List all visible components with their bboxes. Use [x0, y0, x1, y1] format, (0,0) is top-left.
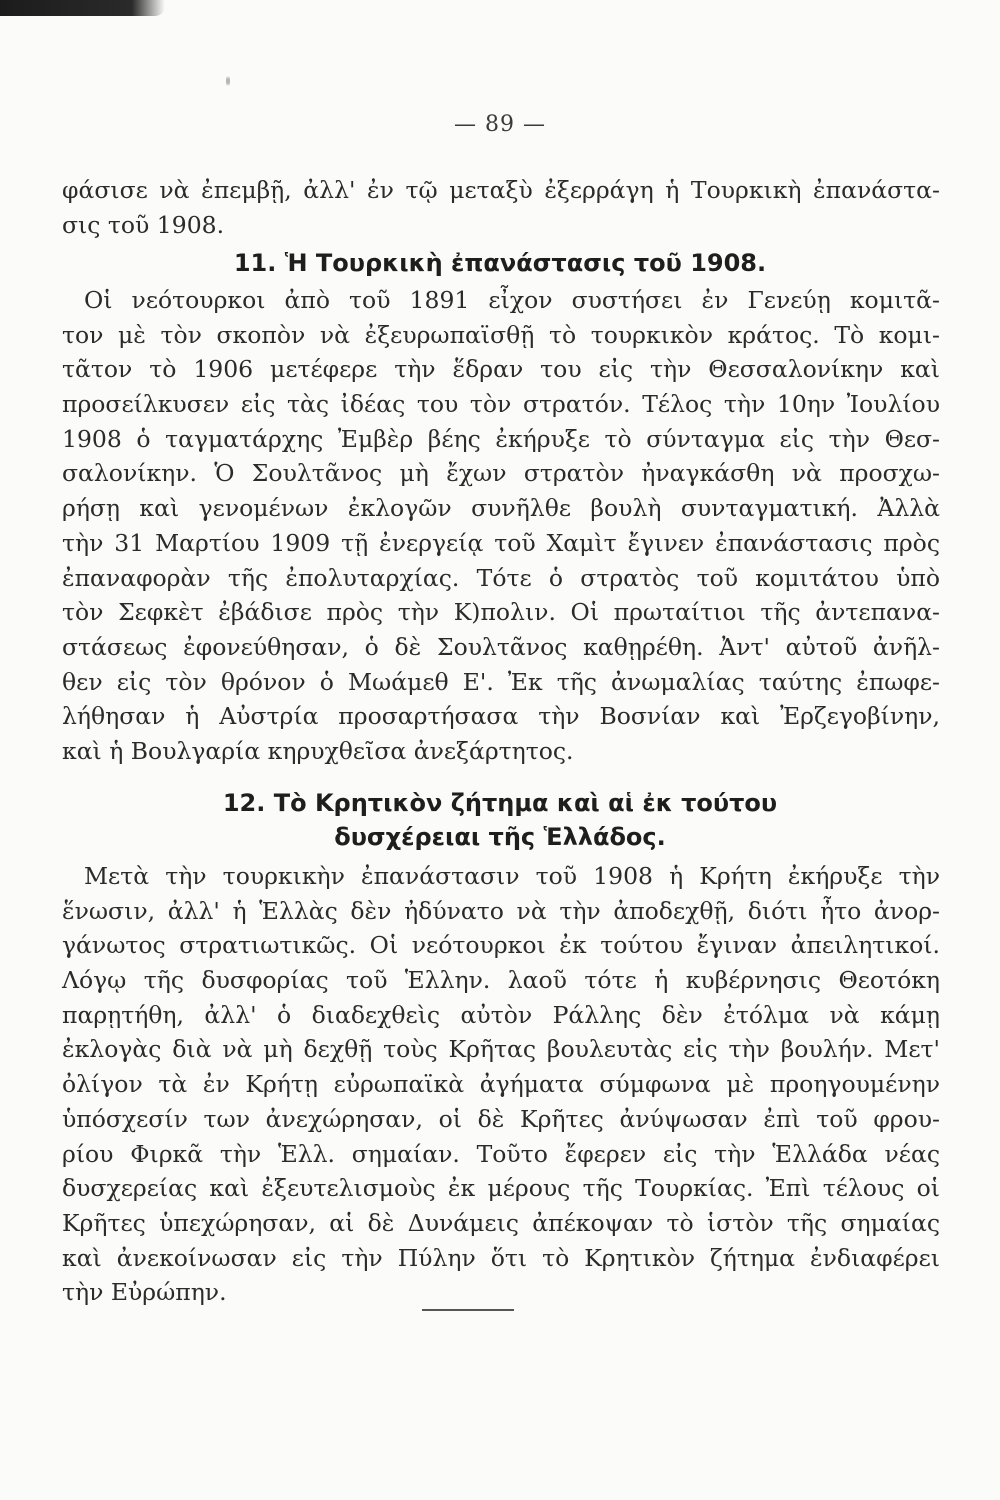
text-line: προσείλκυσεν εἰς τὰς ἰδέας του τὸν στρατόν. Τέλος τὴν 10ην Ἰουλίου [62, 390, 940, 419]
text-line: καὶ ἀνεκοίνωσαν εἰς τὴν Πύλην ὅτι τὸ Κρητικὸν ζήτημα ἐνδιαφέρει [62, 1243, 940, 1272]
text-line: τὴν Εὐρώπην. [62, 1278, 227, 1307]
page-number: — 89 — [454, 112, 546, 137]
section-12-heading-line-1: 12. Τὸ Κρητικὸν ζήτημα καὶ αἱ ἐκ τούτου [222, 789, 778, 817]
intro-paragraph [62, 173, 940, 242]
text-line: σαλονίκην. Ὁ Σουλτᾶνος μὴ ἔχων στρατὸν ἠναγκάσθη νὰ προσχω- [62, 459, 940, 488]
text-line: δυσχερείας καὶ ἐξευτελισμοὺς ἐκ μέρους τῆς Τουρκίας. Ἐπὶ τέλους οἱ [62, 1174, 940, 1203]
section-12-paragraph [62, 859, 940, 1310]
text-line: Λόγῳ τῆς δυσφορίας τοῦ Ἑλλην. λαοῦ τότε ἡ κυβέρνησις Θεοτόκη [62, 966, 940, 995]
text-line: ἐκλογὰς διὰ νὰ μὴ δεχθῇ τοὺς Κρῆτας βουλευτὰς εἰς τὴν βουλήν. Μετ' [62, 1035, 940, 1064]
text-line: στάσεως ἐφονεύθησαν, ὁ δὲ Σουλτᾶνος καθῃρέθη. Ἀντ' αὐτοῦ ἀνῆλ- [62, 632, 940, 661]
scan-speck [226, 74, 230, 88]
text-line: καὶ ἡ Βουλγαρία κηρυχθεῖσα ἀνεξάρτητος. [62, 736, 574, 765]
section-11-paragraph [62, 283, 940, 769]
text-line: φάσισε νὰ ἐπεμβῇ, ἀλλ' ἐν τῷ μεταξὺ ἐξερράγη ἡ Τουρκικὴ ἐπανάστα- [62, 176, 940, 204]
text-line: ἕνωσιν, ἀλλ' ἡ Ἑλλὰς δὲν ἠδύνατο νὰ τὴν ἀποδεχθῇ, διότι ἦτο ἀνορ- [62, 896, 940, 925]
text-line: παρῃτήθη, ἀλλ' ὁ διαδεχθεὶς αὐτὸν Ράλλης δὲν ἐτόλμα νὰ κάμῃ [62, 1000, 940, 1029]
text-line: τὸν Σεφκὲτ ἐβάδισε πρὸς τὴν Κ)πολιν. Οἱ πρωταίτιοι τῆς ἀντεπανα- [62, 598, 940, 627]
text-line: τᾶτον τὸ 1906 μετέφερε τὴν ἕδραν του εἰς τὴν Θεσσαλονίκην καὶ [62, 355, 940, 384]
text-line: θεν εἰς τὸν θρόνον ὁ Μωάμεθ Ε'. Ἐκ τῆς ἀνωμαλίας ταύτης ἐπωφε- [62, 667, 940, 696]
end-rule [422, 1309, 514, 1311]
text-line: τὴν 31 Μαρτίου 1909 τῇ ἐνεργείᾳ τοῦ Χαμὶτ ἔγινεν ἐπανάστασις πρὸς [62, 528, 940, 557]
section-12-heading-line-2: δυσχέρειαι τῆς Ἑλλάδος. [334, 823, 666, 851]
text-line: σις τοῦ 1908. [62, 210, 225, 239]
text-line: Κρῆτες ὑπεχώρησαν, αἱ δὲ Δυνάμεις ἀπέκοψαν τὸ ἱστὸν τῆς σημαίας [62, 1208, 940, 1237]
text-line: Μετὰ τὴν τουρκικὴν ἐπανάστασιν τοῦ 1908 ἡ Κρήτη ἐκήρυξε τὴν [84, 862, 940, 890]
text-line: ρήσῃ καὶ γενομένων ἐκλογῶν συνῆλθε βουλὴ συνταγματική. Ἀλλὰ [62, 494, 940, 523]
text-line: λήθησαν ἡ Αὐστρία προσαρτήσασα τὴν Βοσνίαν καὶ Ἐρζεγοβίνην, [62, 702, 940, 731]
scan-edge-mark [0, 0, 165, 16]
text-line: ἐπαναφορὰν τῆς ἐπολυταρχίας. Τότε ὁ στρατὸς τοῦ κομιτάτου ὑπὸ [62, 563, 940, 592]
section-11-heading: 11. Ἡ Τουρκικὴ ἐπανάστασις τοῦ 1908. [233, 249, 767, 277]
text-line: ὀλίγον τὰ ἐν Κρήτῃ εὐρωπαϊκὰ ἀγήματα σύμφωνα μὲ προηγουμένην [62, 1070, 940, 1099]
text-line: 1908 ὁ ταγματάρχης Ἐμβὲρ βέης ἐκήρυξε τὸ σύνταγμα εἰς τὴν Θεσ- [62, 424, 940, 453]
text-line: γάνωτος στρατιωτικῶς. Οἱ νεότουρκοι ἐκ τούτου ἔγιναν ἀπειλητικοί. [62, 931, 940, 960]
text-line: Οἱ νεότουρκοι ἀπὸ τοῦ 1891 εἶχον συστήσει ἐν Γενεύῃ κομιτᾶ- [84, 286, 940, 314]
text-line: τον μὲ τὸν σκοπὸν νὰ ἐξευρωπαϊσθῇ τὸ τουρκικὸν κράτος. Τὸ κομι- [62, 320, 940, 349]
text-line: ρίου Φιρκᾶ τὴν Ἑλλ. σημαίαν. Τοῦτο ἔφερεν εἰς τὴν Ἑλλάδα νέας [62, 1139, 940, 1168]
text-line: ὑπόσχεσίν των ἀνεχώρησαν, οἱ δὲ Κρῆτες ἀνύψωσαν ἐπὶ τοῦ φρου- [62, 1104, 940, 1133]
